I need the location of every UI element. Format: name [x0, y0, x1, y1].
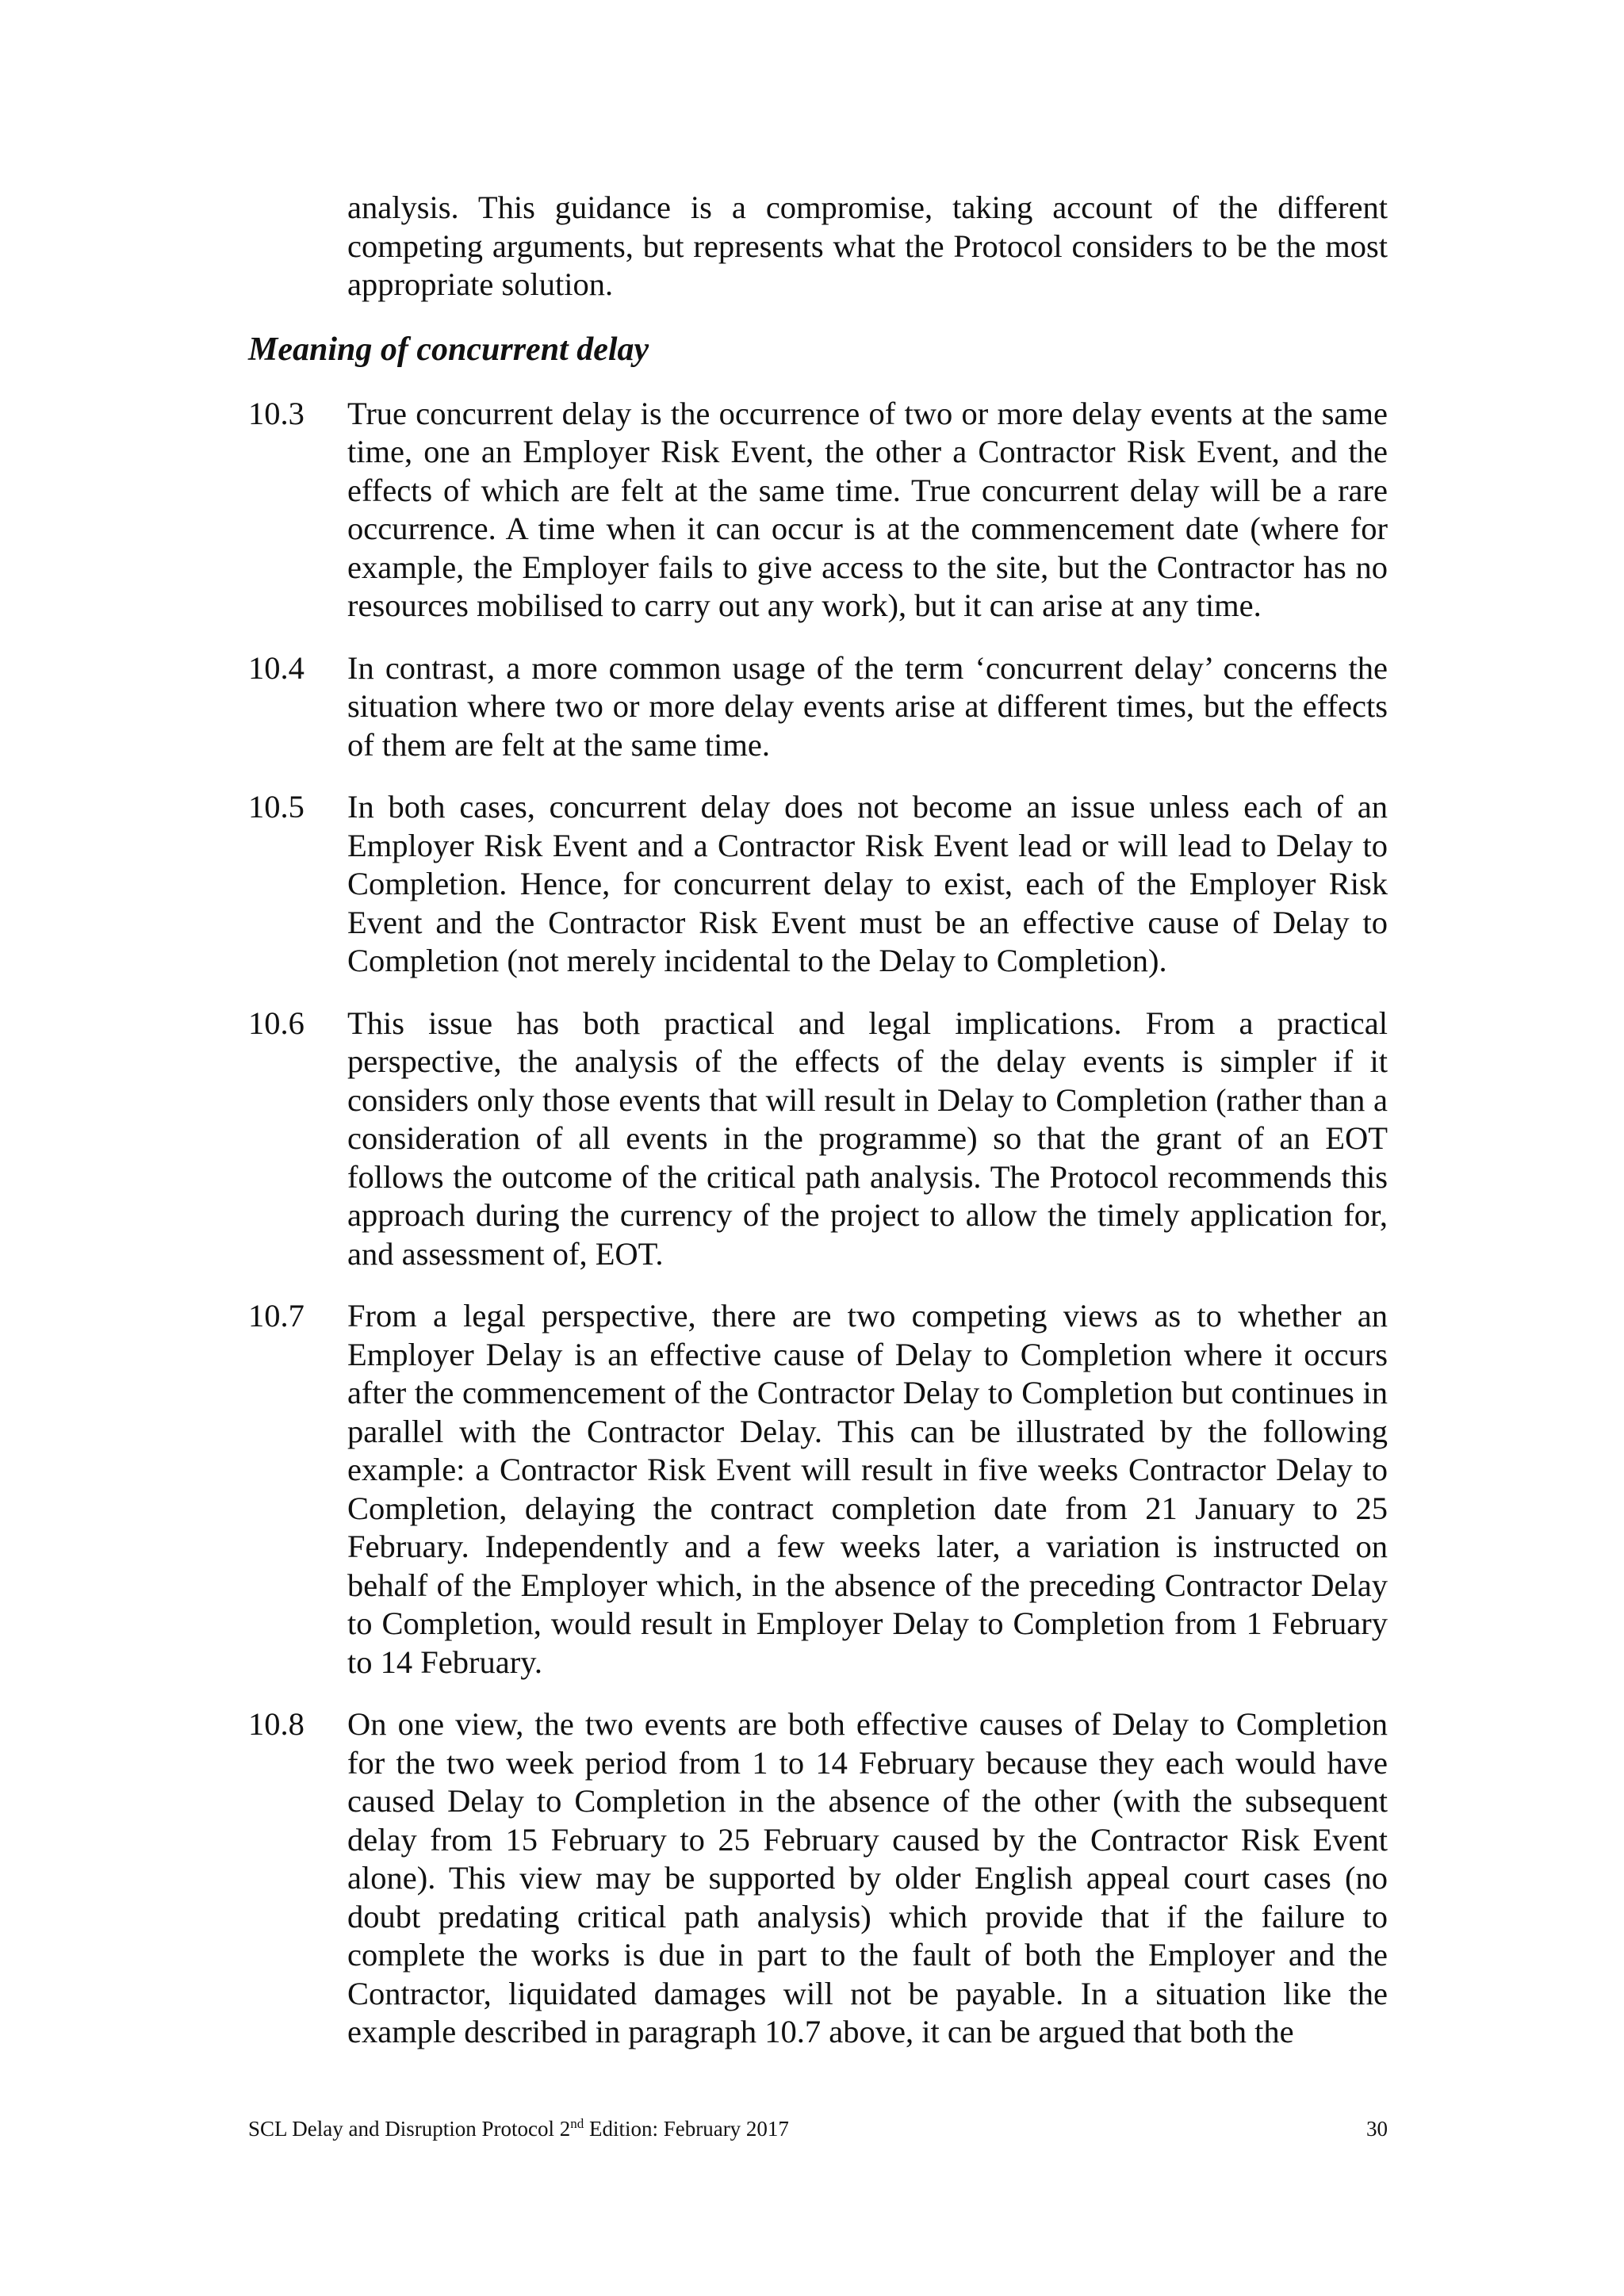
carryover-paragraph: analysis. This guidance is a compromise, taking account of the different competing arguments, but represents what the Protocol considers to be the most appropriate solution.: [347, 189, 1388, 302]
paragraph-text: In contrast, a more common usage of the term ‘concurrent delay’ concerns the situation where two or more delay events arise at different times, but the effects of them are felt at the same time.: [347, 649, 1388, 763]
page-content: [248, 189, 1388, 2052]
paragraph-10-6: [248, 1004, 1388, 1274]
paragraph-number: 10.7: [248, 1298, 304, 1334]
paragraph-text: In both cases, concurrent delay does not become an issue unless each of an Employer Risk Event and a Contractor Risk Event lead or will lead to Delay to Completion. Hence, for concurrent delay to exist, each of the Employer Risk Event and the Contractor Risk Event must be an effective cause of Delay to Completion (not merely incidental to the Delay to Completion).: [347, 789, 1388, 978]
paragraph-10-8: [248, 1705, 1388, 2052]
paragraph-text: True concurrent delay is the occurrence of two or more delay events at the same time, one an Employer Risk Event, the other a Contractor Risk Event, and the effects of which are felt at the same time. True concurrent delay will be a rare occurrence. A time when it can occur is at the commencement date (where for example, the Employer fails to give access to the site, but the Contractor has no resources mobilised to carry out any work), but it can arise at any time.: [347, 395, 1388, 623]
paragraph-10-7: [248, 1297, 1388, 1682]
paragraph-text: From a legal perspective, there are two competing views as to whether an Employer Delay is an effective cause of Delay to Completion where it occurs after the commencement of the Contractor Delay to Completion but continues in parallel with the Contractor Delay. This can be illustrated by the following example: a Contractor Risk Event will result in five weeks Contractor Delay to Completion, delaying the contract completion date from 21 January to 25 February. Independently and a few weeks later, a variation is instructed on behalf of the Employer which, in the absence of the preceding Contractor Delay to Completion, would result in Employer Delay to Completion from 1 February to 14 February.: [347, 1298, 1388, 1680]
footer-title: [248, 2115, 789, 2142]
paragraph-number: 10.6: [248, 1004, 304, 1041]
footer-title-main: SCL Delay and Disruption Protocol 2: [248, 2117, 571, 2141]
footer-title-edition: Edition: February 2017: [584, 2117, 789, 2141]
paragraph-number: 10.3: [248, 395, 304, 431]
paragraph-text: This issue has both practical and legal implications. From a practical perspective, the analysis of the effects of the delay events is simpler if it considers only those events that will result in Delay to Completion (rather than a consideration of all events in the programme) so that the grant of an EOT follows the outcome of the critical path analysis. The Protocol recommends this approach during the currency of the project to allow the timely application for, and assessment of, EOT.: [347, 1004, 1388, 1272]
section-heading: Meaning of concurrent delay: [248, 331, 649, 368]
page-footer: [248, 2115, 1388, 2142]
paragraph-10-5: [248, 788, 1388, 981]
paragraph-10-4: [248, 649, 1388, 765]
paragraph-text: On one view, the two events are both effective causes of Delay to Completion for the two week period from 1 to 14 February because they each would have caused Delay to Completion in the absence of the other (with the subsequent delay from 15 February to 25 February caused by the Contractor Risk Event alone). This view may be supported by older English appeal court cases (no doubt predating critical path analysis) which provide that if the failure to complete the works is due in part to the fault of both the Employer and the Contractor, liquidated damages will not be payable. In a situation like the example described in paragraph 10.7 above, it can be argued that both the: [347, 1706, 1388, 2049]
paragraph-number: 10.8: [248, 1706, 304, 1742]
page-number: 30: [1366, 2117, 1388, 2141]
paragraph-number: 10.5: [248, 789, 304, 825]
paragraph-10-3: [248, 395, 1388, 626]
footer-title-superscript: nd: [570, 2116, 584, 2131]
paragraph-number: 10.4: [248, 649, 304, 686]
